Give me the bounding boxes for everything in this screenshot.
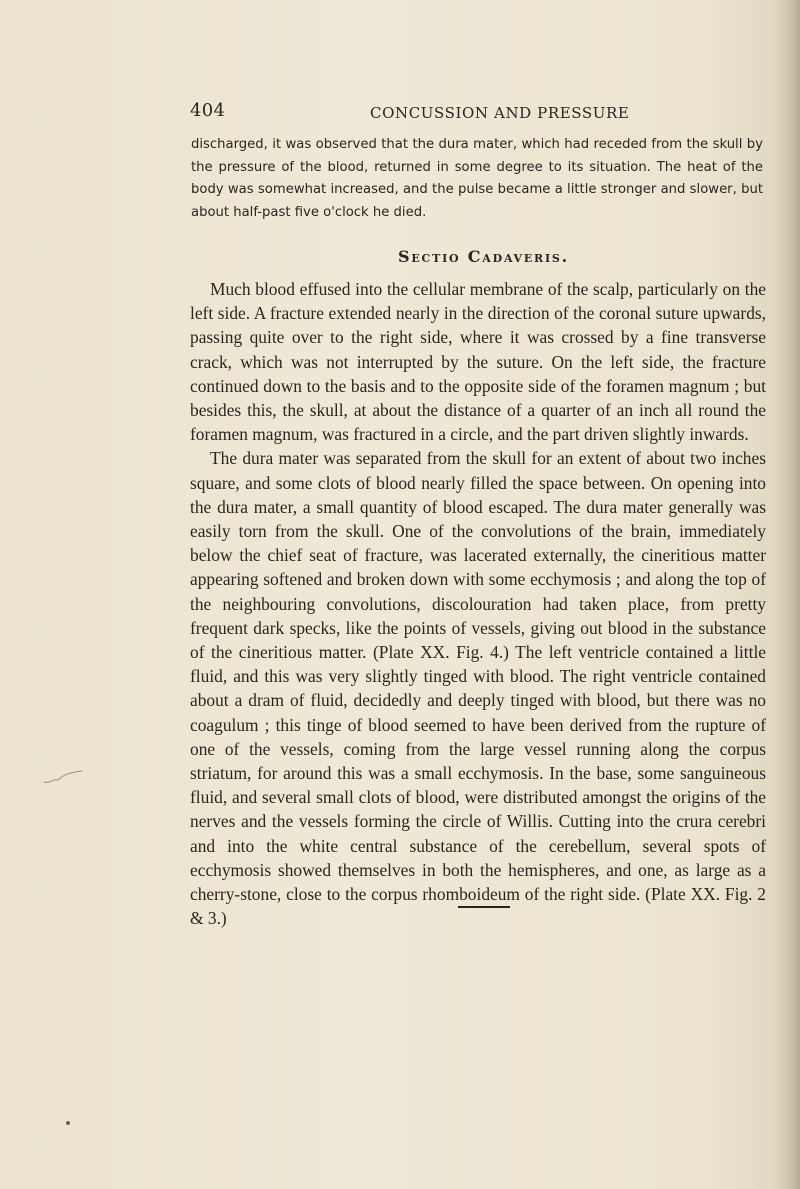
running-title: CONCUSSION AND PRESSURE: [370, 104, 630, 122]
section-heading: Sectio Cadaveris.: [398, 247, 570, 266]
page-number: 404: [190, 100, 226, 121]
closing-rule: [458, 906, 510, 908]
page-edge-shadow: [774, 0, 800, 1189]
section-body: [190, 277, 766, 930]
pencil-mark-icon: [42, 768, 94, 786]
ink-spot-icon: [66, 1121, 70, 1125]
body-paragraph: Much blood effused into the cellular membrane of the scalp, particularly on the left side. A fracture extended nearly in the direction of the coronal suture upwards, passing quite over to the right side, where it was crossed by a fine transverse crack, which was not interrupted by the suture. On the left side, the fracture continued down to the basis and to the opposite side of the foramen magnum ; but besides this, the skull, at about the distance of a quarter of an inch all round the foramen magnum, was fractured in a circle, and the part driven slightly inwards.: [190, 279, 766, 445]
lead-paragraph: discharged, it was observed that the dura mater, which had receded from the skull by the pressure of the blood, returned in some degree to its situation. The heat of the body was somewhat increased, and the pulse became a little stronger and slower, but about half-past five o'clock he died.: [191, 137, 763, 221]
body-paragraph: The dura mater was separated from the skull for an extent of about two inches square, and some clots of blood nearly filled the space between. On opening into the dura mater, a small quantity of blood escaped. The dura mater generally was easily torn from the skull. One of the convolutions of the brain, immediately below the chief seat of fracture, was lacerated externally, the cineritious matter appearing softened and broken down with some ecchymosis ; and along the top of the neighbouring convolutions, discolouration had taken place, from pretty frequent dark specks, like the points of vessels, giving out blood in the substance of the cineritious matter. (Plate XX. Fig. 4.) The left ventricle contained a little fluid, and this was very slightly tinged with blood. The right ventricle contained about a dram of fluid, decidedly and deeply tinged with blood, but there was no coagulum ; this tinge of blood seemed to have been derived from the rupture of one of the vessels, coming from the large vessel running along the corpus striatum, for around this was a small ecchymosis. In the base, some sanguineous fluid, and several small clots of blood, were distributed amongst the origins of the nerves and the vessels forming the circle of Willis. Cutting into the crura cerebri and into the white central substance of the cerebellum, several spots of ecchymosis showed themselves in both the hemispheres, and one, as large as a cherry-stone, close to the corpus rhomboideum of the right side. (Plate XX. Fig. 2 & 3.): [190, 448, 766, 929]
